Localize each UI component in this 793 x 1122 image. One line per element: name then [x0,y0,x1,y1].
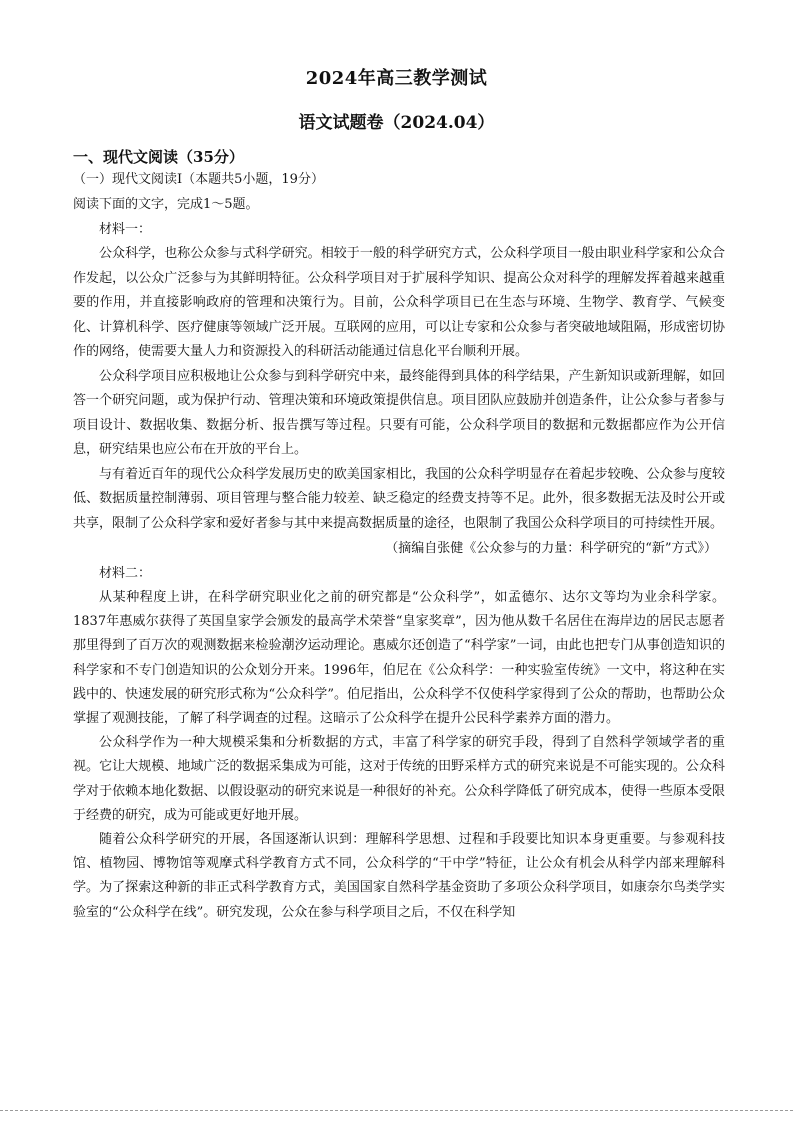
material-two-paragraph: 随着公众科学研究的开展，各国逐渐认识到：理解科学思想、过程和手段要比知识本身更重要。与参观科技馆、植物园、博物馆等观摩式科学教育方式不同，公众科学的“干中学”特征，让公众有机会从科学内部来理解科学。为了探索这种新的非正式科学教育方式，美国国家自然科学基金资助了多项公众科学项目，如康奈尔鸟类学实验室的“公众科学在线”。研究发现，公众在参与科学项目之后，不仅在科学知 [73,832,725,920]
exam-subtitle: 语文试题卷（2024.04） [298,113,495,133]
material-one-label: 材料一： [99,222,152,237]
material-one-paragraph: 与有着近百年的现代公众科学发展历史的欧美国家相比，我国的公众科学明显存在着起步较晚、公众参与度较低、数据质量控制薄弱、项目管理与整合能力较差、缺乏稳定的经费支持等不足。此外，很多数据无法及时公开或共享，限制了公众科学家和爱好者参与其中来提高数据质量的途径，也限制了我国公众科学项目的可持续性开展。 [73,466,725,531]
material-one-paragraph: 公众科学项目应积极地让公众参与到科学研究中来，最终能得到具体的科学结果，产生新知识或新理解，如回答一个研究问题，或为保护行动、管理决策和环境政策提供信息。项目团队应鼓励并创造条件，让公众参与者参与项目设计、数据收集、数据分析、报告撰写等过程。只要有可能，公众科学项目的数据和元数据都应作为公开信息，研究结果也应公布在开放的平台上。 [73,368,725,457]
instruction-text: 阅读下面的文字，完成1～5题。 [73,197,259,212]
material-one-paragraph: 公众科学，也称公众参与式科学研究。相较于一般的科学研究方式，公众科学项目一般由职业科学家和公众合作发起，以公众广泛参与为其鲜明特征。公众科学项目对于扩展科学知识、提高公众对科学的理解发挥着越来越重要的作用，并直接影响政府的管理和决策行为。目前，公众科学项目已在生态与环境、生物学、教育学、气候变化、计算机科学、医疗健康等领域广泛开展。互联网的应用，可以让专家和公众参与者突破地域阻隔，形成密切协作的网络，使需要大量人力和资源投入的科研活动能通过信息化平台顺利开展。 [73,246,725,359]
exam-content [73,146,725,925]
footer-mark: . [156,1104,159,1114]
exam-title: 2024年高三教学测试 [305,68,488,89]
material-two-paragraph: 从某种程度上讲，在科学研究职业化之前的研究都是“公众科学”，如孟德尔、达尔文等均为业余科学家。1837年惠威尔获得了英国皇家学会颁发的最高学术荣誉“皇家奖章”，因为他从数千名居住在海岸边的居民志愿者那里得到了百万次的观测数据来检验潮汐运动理论。惠威尔还创造了“科学家”一词，由此也把专门从事创造知识的科学家和不专门创造知识的公众划分开来。1996年，伯尼在《公众科学：一种实验室传统》一文中，将这种在实践中的、快速发展的研究形式称为“公众科学”。伯尼指出，公众科学不仅使科学家得到了公众的帮助，也帮助公众掌握了观测技能，了解了科学调查的过程。这暗示了公众科学在提升公民科学素养方面的潜力。 [73,590,725,727]
subsection-heading: （一）现代文阅读Ⅰ（本题共5小题，19分） [73,172,324,187]
material-one-source: （摘编自张健《公众参与的力量：科学研究的“新”方式》） [385,541,717,556]
material-two-paragraph: 公众科学作为一种大规模采集和分析数据的方式，丰富了科学家的研究手段，得到了自然科学领域学者的重视。它让大规模、地域广泛的数据采集成为可能，这对于传统的田野采样方式的研究来说是不可能实现的。公众科学对于依赖本地化数据、以假设驱动的研究来说是一种很好的补充。公众科学降低了研究成本，使得一些原本受限于经费的研究，成为可能或更好地开展。 [73,735,725,823]
material-two-label: 材料二： [99,566,152,581]
section-heading: 一、现代文阅读（35分） [73,148,244,166]
page-footer-rule [0,1110,793,1111]
